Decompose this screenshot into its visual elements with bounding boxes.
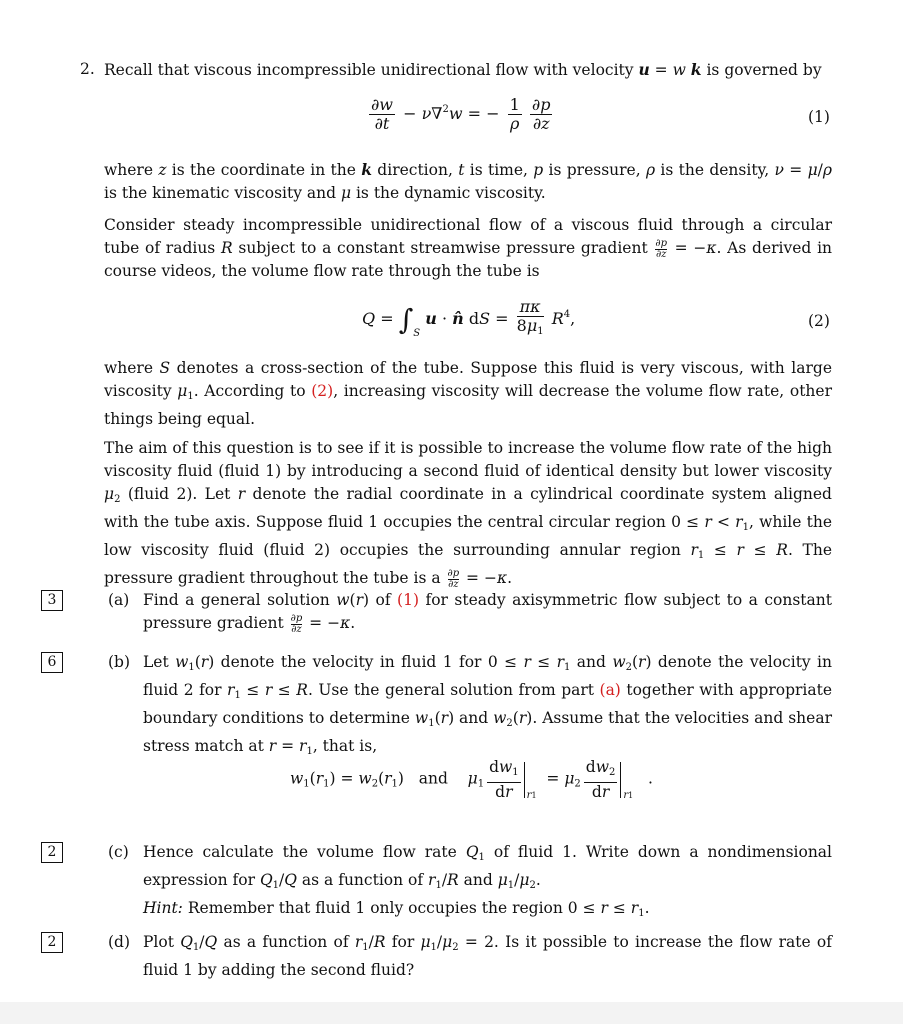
equation-1: $\frac{\partial w}{\partial t}$ − ν∇$^2$w = − $\frac{1}{\rho}$ $\frac{\partial p}{\partial z}$: [371, 95, 551, 133]
part-d-text: Plot $Q_1/Q$ as a function of $r_1/R$ for $\mu_1/\mu_2 = 2$. Is it possible to increase the flow rate of fluid 1 by adding the second fluid?: [143, 933, 832, 979]
part-c-text: Hence calculate the volume flow rate $Q_1$ of fluid 1. Write down a nondimensional expression for $Q_1/Q$ as a function of $r_1/R$ and $\mu_1/\mu_2$.: [143, 843, 833, 891]
equation-2-label: (2): [808, 312, 830, 330]
marks-box-a: 3: [41, 590, 63, 611]
part-c-hint: Hint: Remember that fluid 1 only occupies the region $0 \le r \le r_1$.: [143, 899, 650, 919]
aim-paragraph: The aim of this question is to see if it is possible to increase the volume flow rate of the high viscosity fluid (fluid 1) by introducing a second fluid of identical density but lower viscosity $\mu_2$ (fluid 2). Let r denote the radial coordinate in a cylindrical coordinate system aligned with the tube axis. Suppose fluid 1 occupies the central circular region $0 \le r < r_1$, while the low viscosity fluid (fluid 2) occupies the surrounding annular region $r_1 \le r \le R$. The pressure gradient throughout the tube is a $\frac{\partial p}{\partial z}$ = −κ.: [104, 439, 833, 590]
equation-1-label: (1): [808, 108, 830, 126]
definitions-paragraph: where z is the coordinate in the k direction, t is time, p is pressure, ρ is the density, ν = μ/ρ is the kinematic viscosity and μ is the dynamic viscosity.: [104, 160, 832, 202]
setup-paragraph: Consider steady incompressible unidirectional flow of a viscous fluid through a circular tube of radius R subject to a constant streamwise pressure gradient $\frac{\partial p}{\partial z}$ = −κ. As derived in course videos, the volume flow rate through the tube is: [104, 216, 833, 280]
equation-2: $Q = \int_S$ u · n̂ dS = $\frac{\pi\kappa}{8\mu_1}$ $R^4$,: [362, 297, 576, 339]
part-c-label: (c): [108, 843, 129, 861]
part-d-label: (d): [108, 933, 131, 951]
part-a-text: Find a general solution w(r) of (1) for steady axisymmetric flow subject to a constant pressure gradient $\frac{\partial p}{\partial z}$ = −κ.: [143, 591, 832, 635]
marks-box-d: 2: [41, 932, 63, 953]
question-intro: Recall that viscous incompressible unidirectional flow with velocity u = w k is governed by: [104, 60, 822, 79]
part-a-label: (a): [108, 591, 130, 609]
matching-conditions-equation: $w_1(r_1) = w_2(r_1)$ and $\mu_1$ $\frac{dw_1}{dr}$ $_{r1} = \mu_2$ $\frac{dw_2}{dr}$ $_{r1}$ .: [290, 758, 653, 801]
part-b-label: (b): [108, 653, 131, 671]
marks-box-b: 6: [41, 652, 63, 673]
question-number: 2.: [80, 60, 95, 78]
viscosity-paragraph: where S denotes a cross-section of the tube. Suppose this fluid is very viscous, with large viscosity $\mu_1$. According to (2), increasing viscosity will decrease the volume flow rate, other things being equal.: [104, 359, 832, 428]
page-bottom-strip: [0, 1002, 903, 1024]
marks-box-c: 2: [41, 842, 63, 863]
part-b-text: Let $w_1(r)$ denote the velocity in fluid 1 for $0 \le r \le r_1$ and $w_2(r)$ denote the velocity in fluid 2 for $r_1 \le r \le R$. Use the general solution from part (a) together with appropriate boundary conditions to determine $w_1(r)$ and $w_2(r)$. Assume that the velocities and shear stress match at $r = r_1$, that is,: [143, 653, 833, 757]
